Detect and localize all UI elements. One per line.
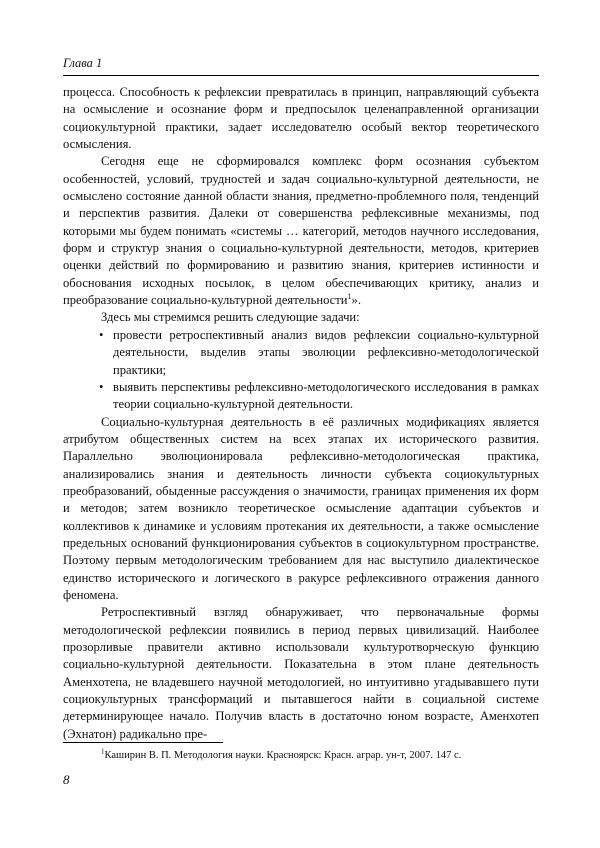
list-item: • провести ретроспективный анализ видов рефлексии социально-культурной деятельности, выделив этапы эволюции рефлексивно-методологической практики;	[99, 327, 539, 379]
footnote	[63, 749, 539, 762]
paragraph-sociocultural-activity: Социально-культурная деятельность в её различных модификациях является атрибутом общественных систем на всех этапах их исторического развития. Параллельно эволюционировала рефлексивно-методологическая практика, анализировались знания и деятельность личности субъекта социокультурных преобразований, обыденные рассуждения о значимости, границах применения их форм и методов; затем возникло теоретическое осмысление адаптации субъектов и коллективов к динамике и условиям протекания их деятельности, а также осмысление предельных оснований функционирования субъектов в социокультурном пространстве. Поэтому первым методологическим требованием для нас выступило диалектическое единство исторического и логического в ракурсе рефлексивного отражения данного феномена.	[63, 414, 539, 602]
quote-close: ».	[351, 293, 361, 308]
footnote-number: 1	[101, 747, 105, 756]
paragraph-text: Сегодня еще не сформировался комплекс форм осознания субъектом особенностей, условий, трудностей и задач социально-культурной деятельности, не осмыслено состояние данной области знания, предметно-проблемного поля, тенденций и перспектив развития. Далеки от совершенства рефлексивные механизмы, под которыми мы будем понимать «системы … категорий, методов научного исследования, форм и структур знания о социально-культурной деятельности, методов, критериев оценки действий по формированию и развитию знания, критериев истинности и обоснования исходных посылок, в целом обеспечивающих критику, анализ и преобразование социально-культурной деятельности	[63, 154, 539, 308]
paragraph-retrospective: Ретроспективный взгляд обнаруживает, что первоначальные формы методологической рефлексии появились в период первых цивилизаций. Наиболее прозорливые правители активно использовали культуротворческую функцию социально-культурной деятельности. Показательна в этом плане деятельность Аменхотепа, не владевшего научной методологией, но интуитивно угадывавшего пути социокультурных трансформаций и пытавшегося найти в социальной системе детерминирующее начало. Получив власть в достаточно юном возрасте, Аменхотеп (Эхнатон) радикально пре-	[63, 605, 539, 741]
paragraph-reflexive-mechanisms	[63, 153, 539, 309]
footnote-text: Каширин В. П. Методология науки. Красноярск: Красн. аграр. ун-т, 2007. 147 с.	[104, 750, 462, 761]
paragraph-continuation: процесса. Способность к рефлексии превратилась в принцип, направляющий субъекта на осмысление и осознание форм и предпосылок целенаправленной организации социокультурной практики, задает исследователю особый вектор теоретического осмысления.	[63, 85, 539, 152]
tasks-intro: Здесь мы стремимся решить следующие задачи:	[101, 310, 360, 325]
page-body	[63, 84, 539, 743]
list-item: • выявить перспективы рефлексивно-методологического исследования в рамках теории социально-культурной деятельности.	[99, 379, 539, 414]
page-number: 8	[63, 772, 70, 787]
footnote-divider	[63, 742, 223, 743]
footnote-reference[interactable]: 1	[347, 291, 352, 301]
chapter-title: Глава 1	[63, 56, 103, 70]
running-header	[63, 56, 539, 76]
tasks-list	[63, 327, 539, 414]
